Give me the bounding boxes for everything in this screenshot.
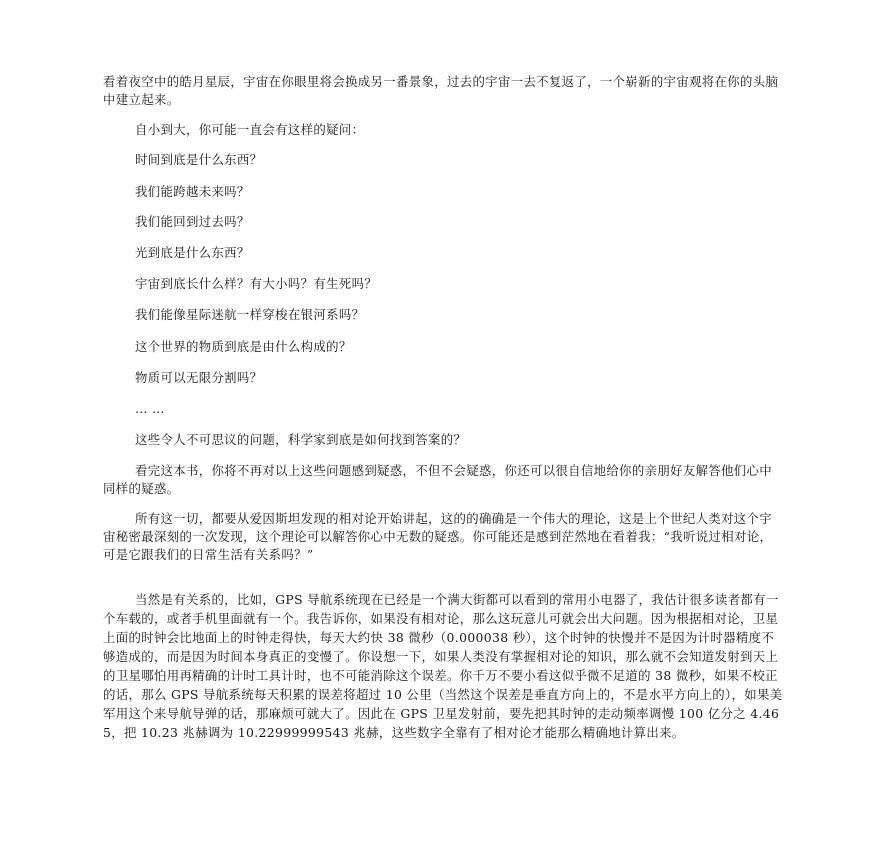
question-item: 我们能跨越未来吗？ <box>135 184 250 199</box>
closing-question: 这些令人不可思议的问题，科学家到底是如何找到答案的？ <box>135 432 467 447</box>
lead-question: 自小到大，你可能一直会有这样的疑问： <box>135 122 365 137</box>
question-item: 宇宙到底长什么样？有大小吗？有生死吗？ <box>135 276 378 291</box>
intro-paragraph: 看着夜空中的皓月星辰，宇宙在你眼里将会换成另一番景象，过去的宇宙一去不复返了，一个崭新的宇宙观将在你的头脑中建立起来。 <box>103 74 779 107</box>
question-item: 光到底是什么东西？ <box>135 245 250 260</box>
question-item: 时间到底是什么东西？ <box>135 152 263 167</box>
paragraph-relativity-intro: 所有这一切，都要从爱因斯坦发现的相对论开始讲起，这的的确确是一个伟大的理论，这是上个世纪人类对这个宇宙秘密最深刻的一次发现，这个理论可以解答你心中无数的疑惑。你可能还是感到茫然地在看着我：“我听说过相对论，可是它跟我们的日常生活有关系吗？” <box>103 511 773 562</box>
paragraph-after-reading: 看完这本书，你将不再对以上这些问题感到疑惑，不但不会疑惑，你还可以很自信地给你的亲朋好友解答他们心中同样的疑惑。 <box>103 463 773 496</box>
question-item: 我们能回到过去吗？ <box>135 214 250 229</box>
ellipsis: … … <box>135 401 165 416</box>
question-item: 这个世界的物质到底是由什么构成的？ <box>135 339 352 354</box>
question-item: 我们能像星际迷航一样穿梭在银河系吗？ <box>135 307 365 322</box>
paragraph-gps-example: 当然是有关系的，比如，GPS 导航系统现在已经是一个满大街都可以看到的常用小电器了，我估计很多读者都有一个车载的，或者手机里面就有一个。我告诉你，如果没有相对论，那么这玩意儿可就会出大问题。因为根据相对论，卫星上面的时钟会比地面上的时钟走得快，每天大约快 38 微秒（0.000038 秒），这个时钟的快慢并不是因为计时器精度不够造成的，而是因为时间本身真正的变慢了。你设想一下，如果人类没有掌握相对论的知识，那么就不会知道发射到天上的卫星哪怕用再精确的计时工具计时，也不可能消除这个误差。你千万不要小看这似乎微不足道的 38 微秒，如果不校正的话，那么 GPS 导航系统每天积累的误差将超过 10 公里（当然这个误差是垂直方向上的，不是水平方向上的），如果美军用这个来导航导弹的话，那麻烦可就大了。因此在 GPS 卫星发射前，要先把其时钟的走动频率调慢 100 亿分之 4.465，把 10.23 兆赫调为 10.22999999543 兆赫，这些数字全靠有了相对论才能那么精确地计算出来。 <box>103 592 783 740</box>
question-item: 物质可以无限分割吗？ <box>135 370 263 385</box>
